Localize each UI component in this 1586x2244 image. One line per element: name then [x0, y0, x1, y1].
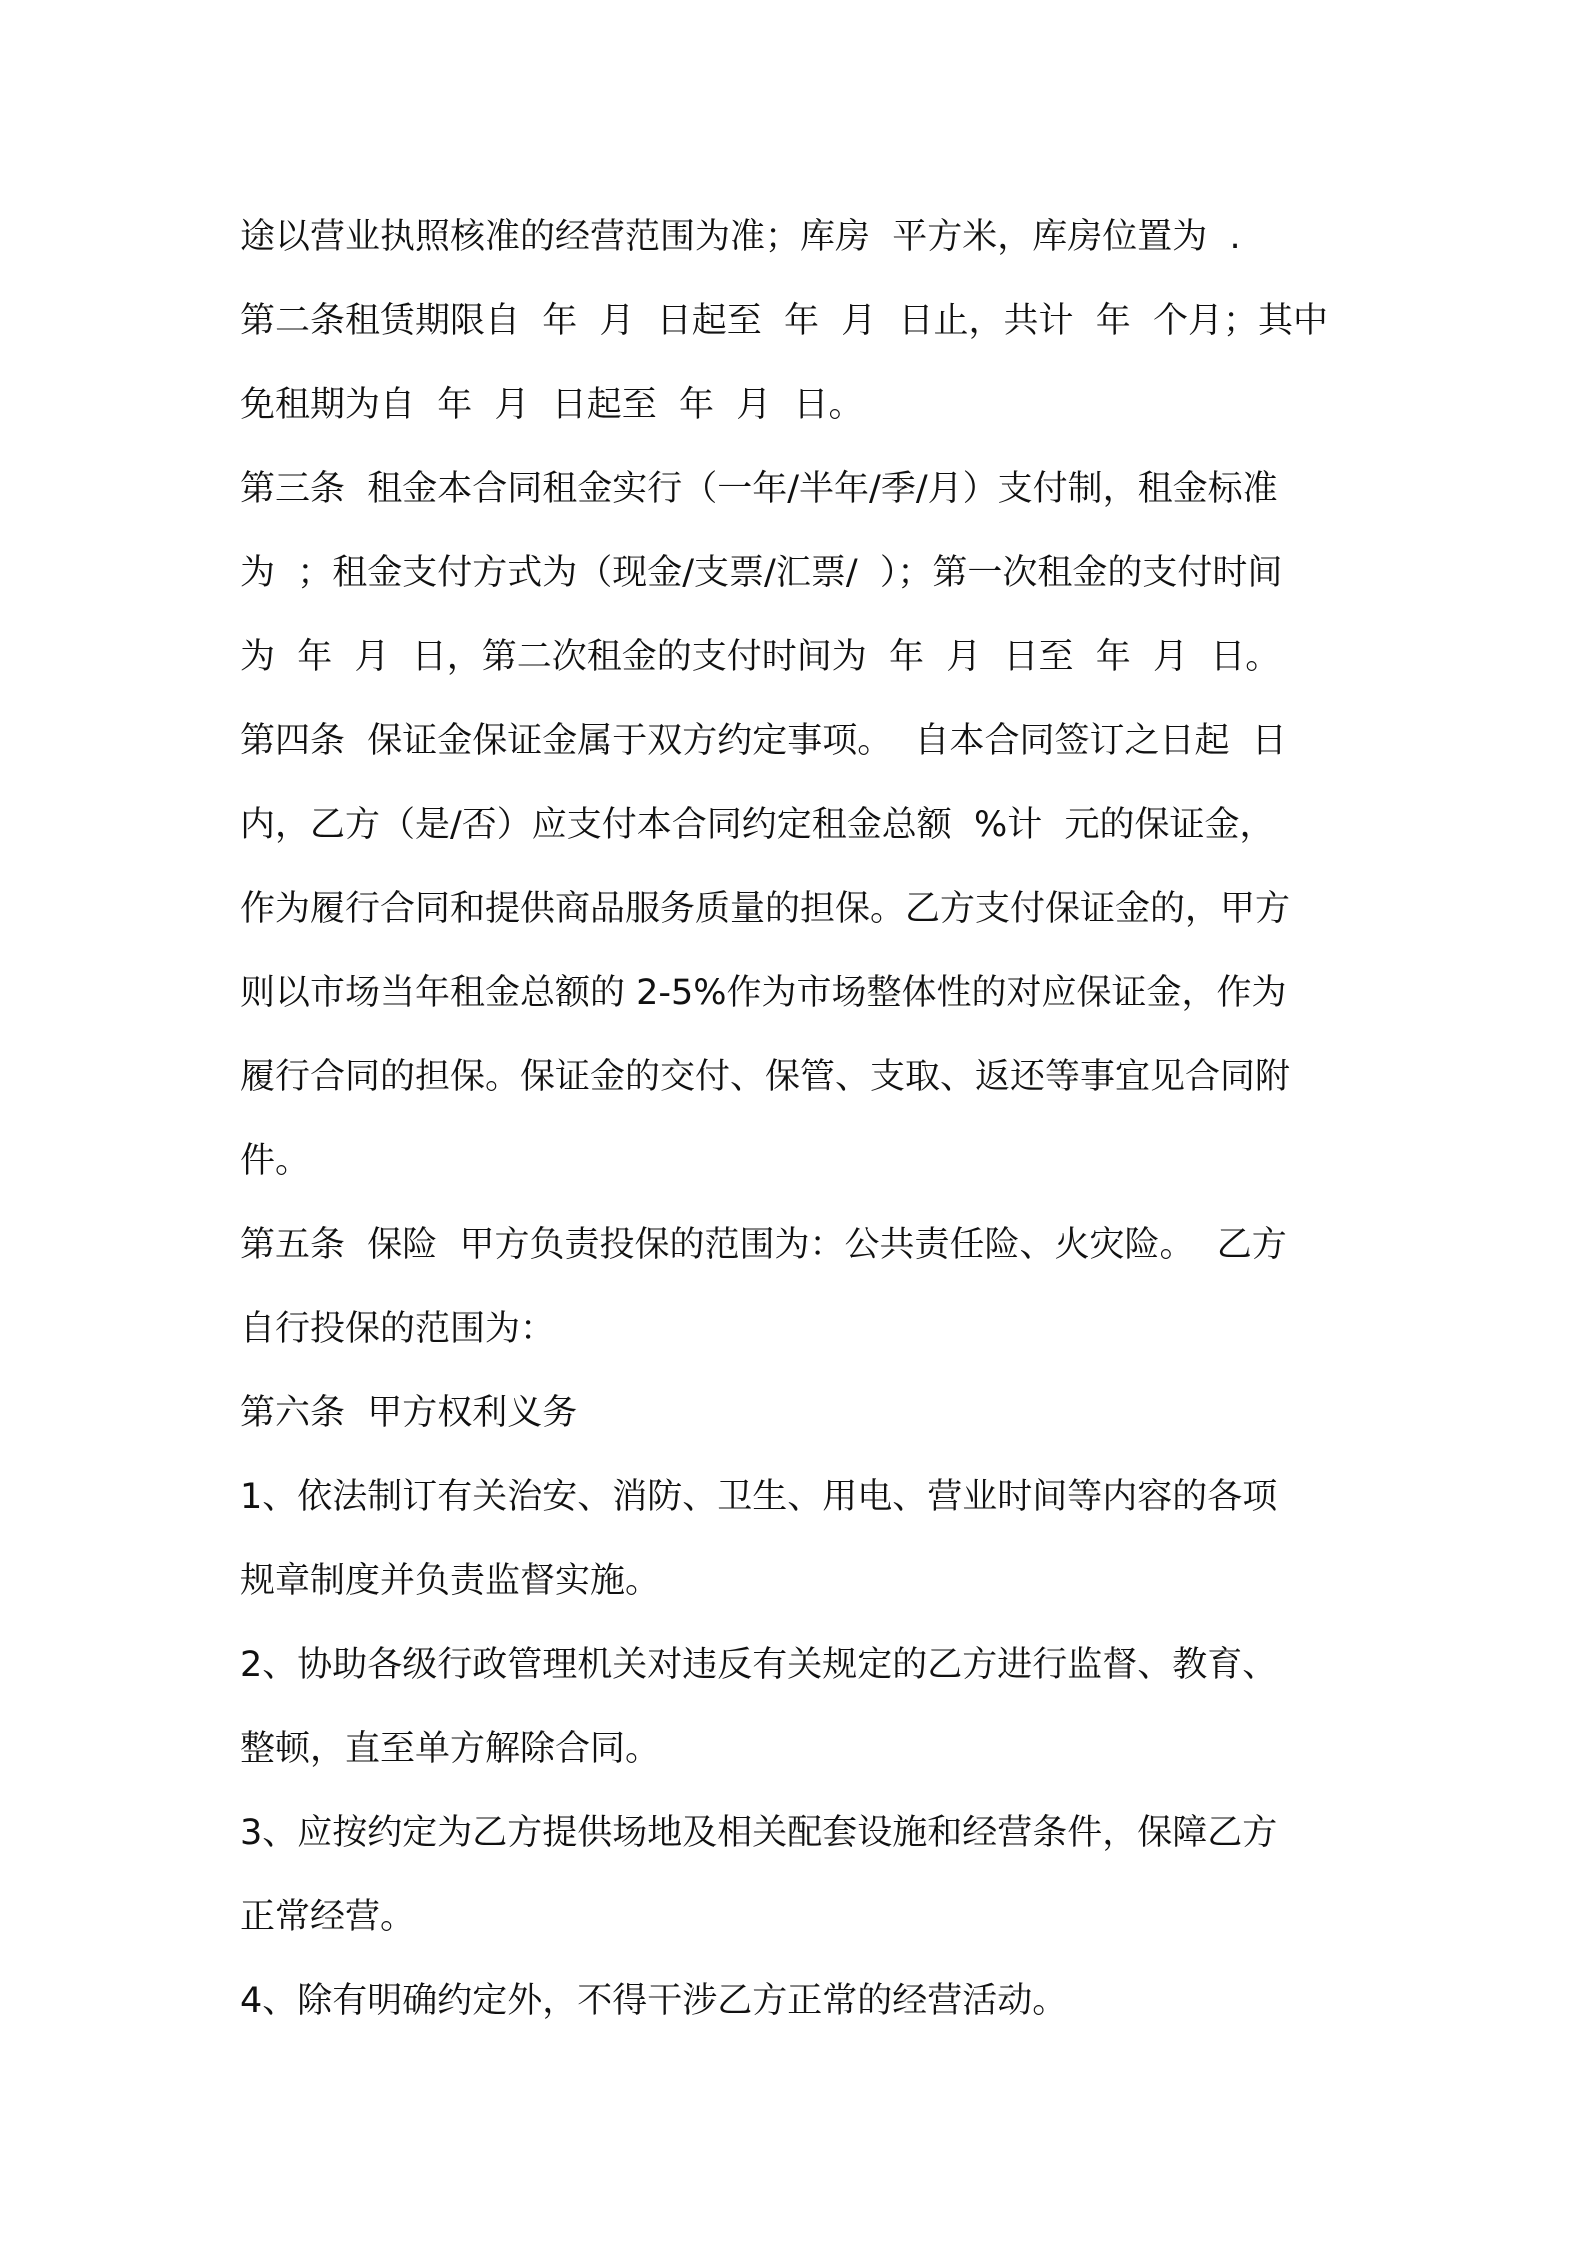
text-line: 为 ；租金支付方式为（现金/支票/汇票/ ）；第一次租金的支付时间: [240, 553, 1283, 593]
text-line: 第二条租赁期限自 年 月 日起至 年 月 日止，共计 年 个月；其中: [240, 301, 1329, 341]
text-line: 内，乙方（是/否）应支付本合同约定租金总额 %计 元的保证金，: [240, 805, 1275, 845]
text-line: 为 年 月 日，第二次租金的支付时间为 年 月 日至 年 月 日。: [240, 637, 1281, 677]
text-line: 自行投保的范围为：: [240, 1309, 556, 1349]
text-line: 作为履行合同和提供商品服务质量的担保。乙方支付保证金的，甲方: [240, 889, 1291, 929]
text-line: 第五条 保险 甲方负责投保的范围为：公共责任险、火灾险。 乙方: [240, 1225, 1287, 1265]
text-line: 规章制度并负责监督实施。: [240, 1561, 661, 1601]
text-line: 1、依法制订有关治安、消防、卫生、用电、营业时间等内容的各项: [240, 1477, 1278, 1517]
text-line: 2、协助各级行政管理机关对违反有关规定的乙方进行监督、教育、: [240, 1645, 1278, 1685]
text-line: 第三条 租金本合同租金实行（一年/半年/季/月）支付制，租金标准: [240, 469, 1278, 509]
text-line: 免租期为自 年 月 日起至 年 月 日。: [240, 385, 864, 425]
text-line: 3、应按约定为乙方提供场地及相关配套设施和经营条件，保障乙方: [240, 1813, 1278, 1853]
contract-text: [240, 195, 1360, 2043]
text-line: 件。: [240, 1141, 311, 1181]
text-line: 整顿，直至单方解除合同。: [240, 1729, 661, 1769]
text-line: 4、除有明确约定外，不得干涉乙方正常的经营活动。: [240, 1981, 1068, 2021]
text-line: 第四条 保证金保证金属于双方约定事项。 自本合同签订之日起 日: [240, 721, 1287, 761]
text-line: 履行合同的担保。保证金的交付、保管、支取、返还等事宜见合同附: [240, 1057, 1291, 1097]
text-line: 正常经营。: [240, 1897, 416, 1937]
text-line: 第六条 甲方权利义务: [240, 1393, 578, 1433]
text-line: 途以营业执照核准的经营范围为准；库房 平方米，库房位置为 .: [240, 217, 1241, 257]
text-line: 则以市场当年租金总额的 2-5%作为市场整体性的对应保证金，作为: [240, 973, 1287, 1013]
